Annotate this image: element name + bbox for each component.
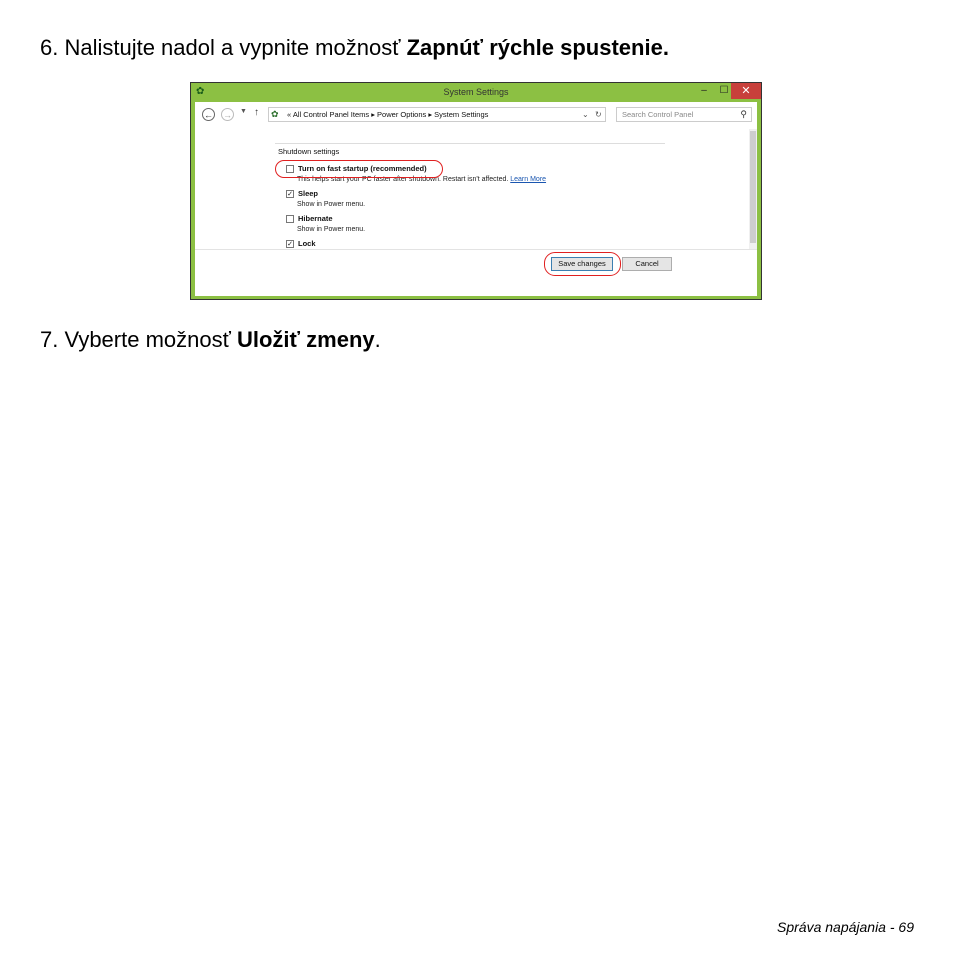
- section-divider: [275, 143, 665, 144]
- hibernate-description: Show in Power menu.: [297, 226, 366, 233]
- hibernate-checkbox[interactable]: [286, 215, 294, 223]
- search-input[interactable]: [616, 107, 752, 122]
- lock-checkbox[interactable]: ✓: [287, 241, 293, 248]
- step-6-bold: Zapnúť rýchle spustenie.: [406, 35, 669, 60]
- step-6-instruction: [40, 35, 669, 61]
- cancel-button[interactable]: Cancel: [622, 257, 672, 271]
- step-7-instruction: [40, 327, 381, 353]
- breadcrumb: « All Control Panel Items ▸ Power Options ▸ System Settings: [287, 110, 489, 119]
- fast-startup-desc-text: This helps start your PC faster after shutdown. Restart isn't affected.: [297, 176, 511, 183]
- vertical-scrollbar[interactable]: [749, 129, 757, 261]
- step-7-suffix: .: [374, 327, 381, 352]
- dialog-footer: [195, 249, 757, 296]
- recent-dropdown-icon[interactable]: ▼: [240, 108, 247, 115]
- minimize-button[interactable]: –: [701, 85, 707, 96]
- window-title: System Settings: [443, 87, 509, 97]
- title-bar: [191, 83, 761, 102]
- step-6-text: 6. Nalistujte nadol a vypnite možnosť: [40, 35, 407, 60]
- back-arrow-icon[interactable]: ←: [204, 110, 213, 120]
- maximize-button[interactable]: ☐: [719, 85, 729, 96]
- sleep-label[interactable]: Sleep: [298, 189, 319, 198]
- search-icon: ⚲: [740, 109, 747, 119]
- chevron-down-icon[interactable]: ⌄: [582, 110, 589, 119]
- settings-content: [195, 129, 757, 249]
- system-settings-screenshot: [190, 82, 762, 300]
- up-arrow-icon[interactable]: ↑: [254, 107, 259, 118]
- close-button[interactable]: ✕: [731, 83, 761, 99]
- section-title: Shutdown settings: [278, 147, 340, 156]
- sleep-description: Show in Power menu.: [297, 201, 366, 208]
- control-panel-icon: ✿: [271, 109, 279, 119]
- step-7-bold: Uložiť zmeny: [236, 327, 375, 352]
- search-placeholder: Search Control Panel: [622, 110, 694, 119]
- refresh-icon[interactable]: ↻: [595, 110, 602, 119]
- fast-startup-label[interactable]: Turn on fast startup (recommended): [298, 164, 427, 173]
- save-changes-button[interactable]: Save changes: [551, 257, 613, 271]
- sleep-checkbox[interactable]: ✓: [287, 191, 293, 198]
- learn-more-link[interactable]: Learn More: [510, 176, 547, 183]
- forward-arrow-icon[interactable]: →: [223, 110, 232, 120]
- page-footer: Správa napájania - 69: [777, 919, 914, 935]
- fast-startup-highlight: [275, 160, 443, 178]
- address-bar: [195, 102, 757, 129]
- scroll-thumb[interactable]: [750, 131, 756, 243]
- control-panel-icon: ✿: [196, 86, 205, 97]
- lock-label[interactable]: Lock: [298, 239, 316, 248]
- hibernate-label[interactable]: Hibernate: [298, 214, 333, 223]
- step-7-text: 7. Vyberte možnosť: [40, 327, 237, 352]
- window-client: [195, 102, 757, 296]
- address-field[interactable]: [268, 107, 606, 122]
